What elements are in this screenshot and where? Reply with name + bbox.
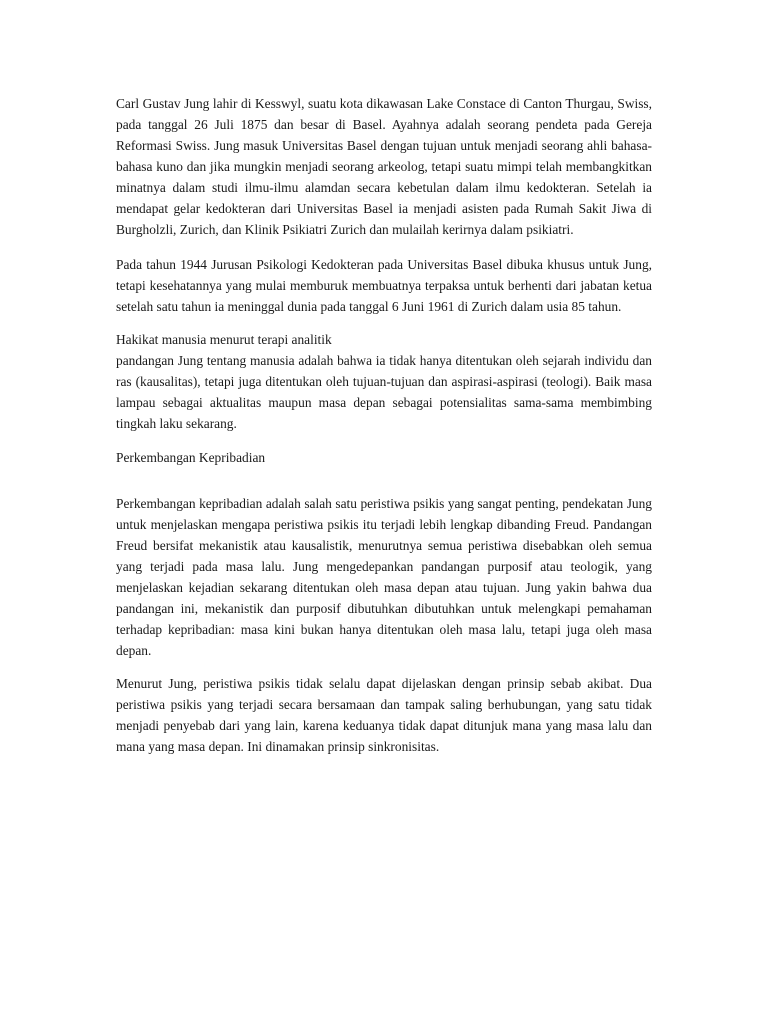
paragraph-spacer — [116, 468, 652, 480]
paragraph-biography: Carl Gustav Jung lahir di Kesswyl, suatu kota dikawasan Lake Constace di Canton Thurgau, Swiss, pada tanggal 26 Juli 1875 dan besar di Basel. Ayahnya adalah seorang pendeta pada Gereja Reformasi Swiss. Jung masuk Universitas Basel dengan tujuan untuk menjadi seorang ahli bahasa-bahasa kuno dan jika mungkin menjadi seorang arkeolog, tetapi suatu mimpi telah membangkitkan minatnya dalam studi ilmu-ilmu alamdan secara kebetulan dalam ilmu kedokteran. Setelah ia mendapat gelar kedokteran dari Universitas Basel ia menjadi asisten pada Rumah Sakit Jiwa di Burgholzli, Zurich, dan Klinik Psikiatri Zurich dan mulailah kerirnya dalam psikiatri. — [116, 96, 652, 237]
document-body — [116, 93, 652, 757]
paragraph-career-end: Pada tahun 1944 Jurusan Psikologi Kedokteran pada Universitas Basel dibuka khusus untuk Jung, tetapi kesehatannya yang mulai memburuk membuatnya terpaksa untuk berhenti dari jabatan ketua setelah satu tahun ia meninggal dunia pada tanggal 6 Juni 1961 di Zurich dalam usia 85 tahun. — [116, 257, 652, 314]
section-heading-kepribadian: Perkembangan Kepribadian — [116, 450, 266, 465]
paragraph-spacer — [116, 661, 652, 673]
paragraph-spacer — [116, 434, 652, 447]
paragraph-spacer — [116, 480, 652, 493]
section-heading-hakikat: Hakikat manusia menurut terapi analitik — [116, 332, 332, 347]
paragraph-spacer — [116, 317, 652, 329]
paragraph-synchronicity: Menurut Jung, peristiwa psikis tidak selalu dapat dijelaskan dengan prinsip sebab akibat. Dua peristiwa psikis yang terjadi secara bersamaan dan tampak saling berhubungan, yang satu tidak menjadi penyebab dari yang lain, karena keduanya tidak dapat ditunjuk mana yang masa lalu dan mana yang masa depan. Ini dinamakan prinsip sinkronisitas. — [116, 676, 652, 754]
paragraph-personality-development: Perkembangan kepribadian adalah salah satu peristiwa psikis yang sangat penting, pendekatan Jung untuk menjelaskan mengapa peristiwa psikis itu terjadi lebih lengkap dibanding Freud. Pandangan Freud bersifat mekanistik atau kausalistik, menurutnya semua peristiwa disebabkan oleh semua yang terjadi pada masa lalu. Jung mengedepankan pandangan purposif atau teologik, yang menjelaskan kejadian sekarang ditentukan oleh masa depan atau tujuan. Jung yakin bahwa dua pandangan ini, mekanistik dan purposif dibutuhkan dibutuhkan untuk melengkapi pemahaman terhadap kepribadian: masa kini bukan hanya ditentukan oleh masa lalu, tetapi juga oleh masa depan. — [116, 496, 652, 658]
paragraph-human-view: pandangan Jung tentang manusia adalah bahwa ia tidak hanya ditentukan oleh sejarah individu dan ras (kausalitas), tetapi juga ditentukan oleh tujuan-tujuan dan aspirasi-aspirasi (teologi). Baik masa lampau sebagai aktualitas maupun masa depan sebagai potensialitas sama-sama membimbing tingkah laku sekarang. — [116, 353, 652, 431]
paragraph-spacer — [116, 240, 652, 254]
